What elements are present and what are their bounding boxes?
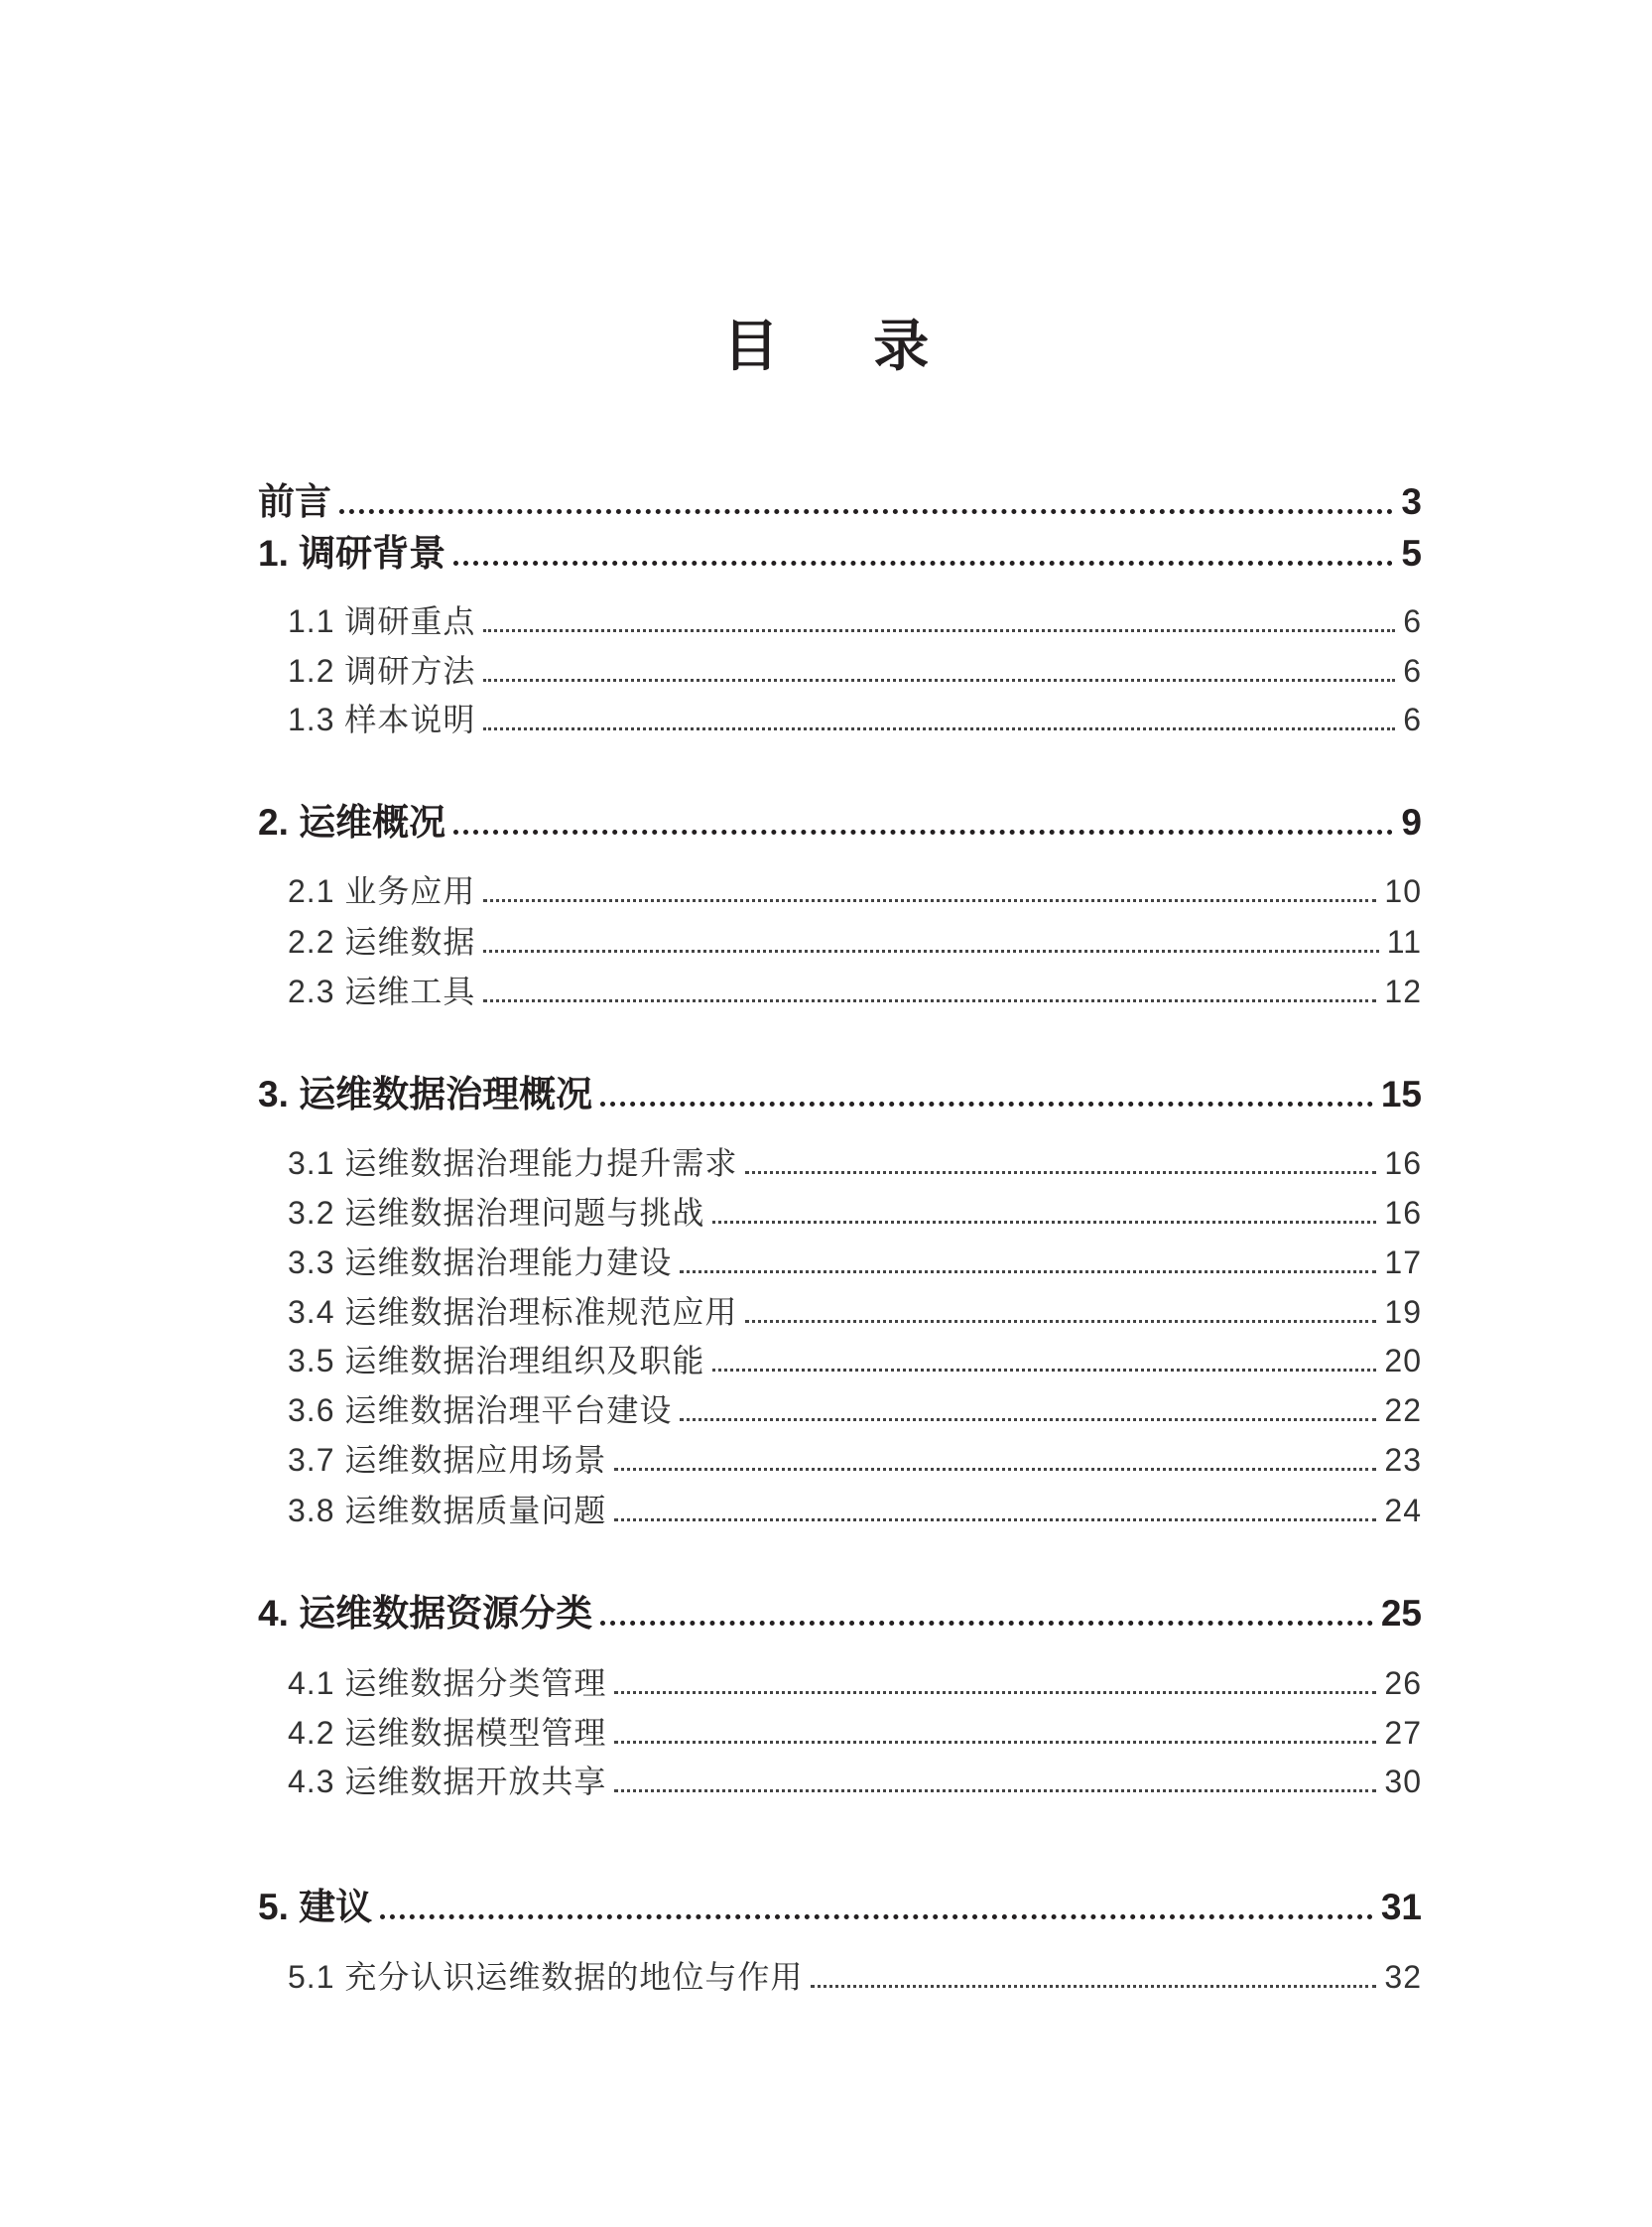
toc-entry[interactable]	[288, 646, 1422, 692]
toc-entry-label: 5. 建议	[258, 1887, 373, 1927]
toc-entry-page: 11	[1386, 924, 1422, 960]
toc-entry[interactable]	[288, 866, 1422, 912]
dot-leader	[483, 629, 1395, 632]
dot-leader	[680, 1418, 1376, 1421]
toc-entry-page: 30	[1384, 1764, 1422, 1799]
dot-leader	[712, 1221, 1376, 1224]
dot-leader	[483, 727, 1395, 730]
toc-entry-label: 3.2 运维数据治理问题与挑战	[288, 1195, 705, 1231]
toc-entry[interactable]	[288, 1287, 1422, 1333]
toc-entry-label: 2.2 运维数据	[288, 924, 476, 960]
toc-entry-page: 15	[1380, 1074, 1422, 1114]
toc-entry-label: 3.4 运维数据治理标准规范应用	[288, 1294, 738, 1330]
dot-leader	[614, 1518, 1376, 1521]
dot-leader	[712, 1369, 1376, 1372]
toc-entry-page: 9	[1401, 802, 1422, 843]
dot-leader	[745, 1320, 1376, 1323]
dot-leader	[483, 999, 1376, 1002]
toc-entry-page: 6	[1403, 653, 1422, 689]
toc-entry-page: 17	[1384, 1244, 1422, 1280]
dot-leader	[614, 1691, 1376, 1694]
dot-leader	[614, 1741, 1376, 1744]
toc-entry[interactable]	[288, 695, 1422, 740]
dot-leader	[614, 1789, 1376, 1792]
dot-leader	[380, 1914, 1373, 1919]
toc-entry-page: 24	[1384, 1493, 1422, 1528]
dot-leader	[483, 679, 1395, 682]
toc-entry-page: 23	[1384, 1442, 1422, 1478]
toc-entry[interactable]	[258, 523, 1422, 577]
toc-entry[interactable]	[288, 1658, 1422, 1704]
dot-leader	[614, 1468, 1376, 1471]
toc-entry-page: 16	[1384, 1195, 1422, 1231]
toc-entry-label: 2.3 运维工具	[288, 974, 476, 1009]
toc-entry[interactable]	[288, 1952, 1422, 1998]
toc-entry[interactable]	[288, 596, 1422, 642]
toc-title: 目 录	[722, 315, 969, 377]
toc-entry-label: 4. 运维数据资源分类	[258, 1593, 593, 1634]
toc-entry-label: 1.1 调研重点	[288, 603, 476, 639]
dot-leader	[811, 1985, 1376, 1988]
toc-entry-page: 6	[1403, 702, 1422, 737]
toc-entry-page: 32	[1384, 1959, 1422, 1995]
dot-leader	[453, 561, 1393, 566]
dot-leader	[745, 1171, 1376, 1174]
dot-leader	[600, 1102, 1373, 1107]
toc-entry-label: 3.5 运维数据治理组织及职能	[288, 1343, 705, 1378]
toc-entry-label: 前言	[258, 481, 331, 522]
toc-entry[interactable]	[258, 1583, 1422, 1637]
toc-entry-label: 3. 运维数据治理概况	[258, 1074, 593, 1114]
toc-entry-label: 1.2 调研方法	[288, 653, 476, 689]
toc-entry[interactable]	[288, 1708, 1422, 1754]
dot-leader	[483, 899, 1376, 902]
toc-entry[interactable]	[288, 1435, 1422, 1481]
toc-entry-label: 1. 调研背景	[258, 533, 446, 574]
toc-entry-label: 3.1 运维数据治理能力提升需求	[288, 1145, 738, 1181]
toc-entry-label: 3.8 运维数据质量问题	[288, 1493, 607, 1528]
toc-entry[interactable]	[288, 1336, 1422, 1381]
toc-entry-page: 25	[1380, 1593, 1422, 1634]
dot-leader	[453, 830, 1393, 835]
toc-entry-page: 31	[1380, 1887, 1422, 1927]
toc-entry[interactable]	[258, 1877, 1422, 1930]
toc-entry[interactable]	[288, 967, 1422, 1012]
toc-entry-page: 26	[1384, 1665, 1422, 1701]
toc-entry-label: 4.2 运维数据模型管理	[288, 1715, 607, 1751]
toc-entry-page: 22	[1384, 1392, 1422, 1428]
toc-entry-label: 4.1 运维数据分类管理	[288, 1665, 607, 1701]
toc-entry-label: 5.1 充分认识运维数据的地位与作用	[288, 1959, 804, 1995]
toc-entry-label: 3.7 运维数据应用场景	[288, 1442, 607, 1478]
dot-leader	[483, 950, 1378, 953]
toc-entry-label: 2.1 业务应用	[288, 873, 476, 909]
toc-entry-page: 5	[1401, 533, 1422, 574]
toc-entry-page: 20	[1384, 1343, 1422, 1378]
toc-entry-page: 12	[1384, 974, 1422, 1009]
toc-entry-label: 3.3 运维数据治理能力建设	[288, 1244, 673, 1280]
dot-leader	[680, 1270, 1376, 1273]
toc-entry-label: 1.3 样本说明	[288, 702, 476, 737]
toc-entry[interactable]	[258, 792, 1422, 846]
toc-entry-label: 2. 运维概况	[258, 802, 446, 843]
toc-entry[interactable]	[288, 917, 1422, 963]
toc-entry[interactable]	[258, 471, 1422, 525]
toc-entry-page: 3	[1401, 481, 1422, 522]
toc-entry-page: 27	[1384, 1715, 1422, 1751]
dot-leader	[339, 509, 1393, 514]
toc-entry-page: 6	[1403, 603, 1422, 639]
toc-entry[interactable]	[288, 1188, 1422, 1234]
toc-entry-label: 4.3 运维数据开放共享	[288, 1764, 607, 1799]
toc-entry[interactable]	[288, 1238, 1422, 1283]
dot-leader	[600, 1621, 1373, 1626]
toc-entry-page: 19	[1384, 1294, 1422, 1330]
toc-entry[interactable]	[288, 1138, 1422, 1184]
toc-entry-page: 10	[1384, 873, 1422, 909]
toc-entry-page: 16	[1384, 1145, 1422, 1181]
toc-entry[interactable]	[288, 1385, 1422, 1431]
toc-entry-label: 3.6 运维数据治理平台建设	[288, 1392, 673, 1428]
toc-entry[interactable]	[288, 1486, 1422, 1531]
toc-entry[interactable]	[258, 1064, 1422, 1117]
toc-entry[interactable]	[288, 1757, 1422, 1802]
